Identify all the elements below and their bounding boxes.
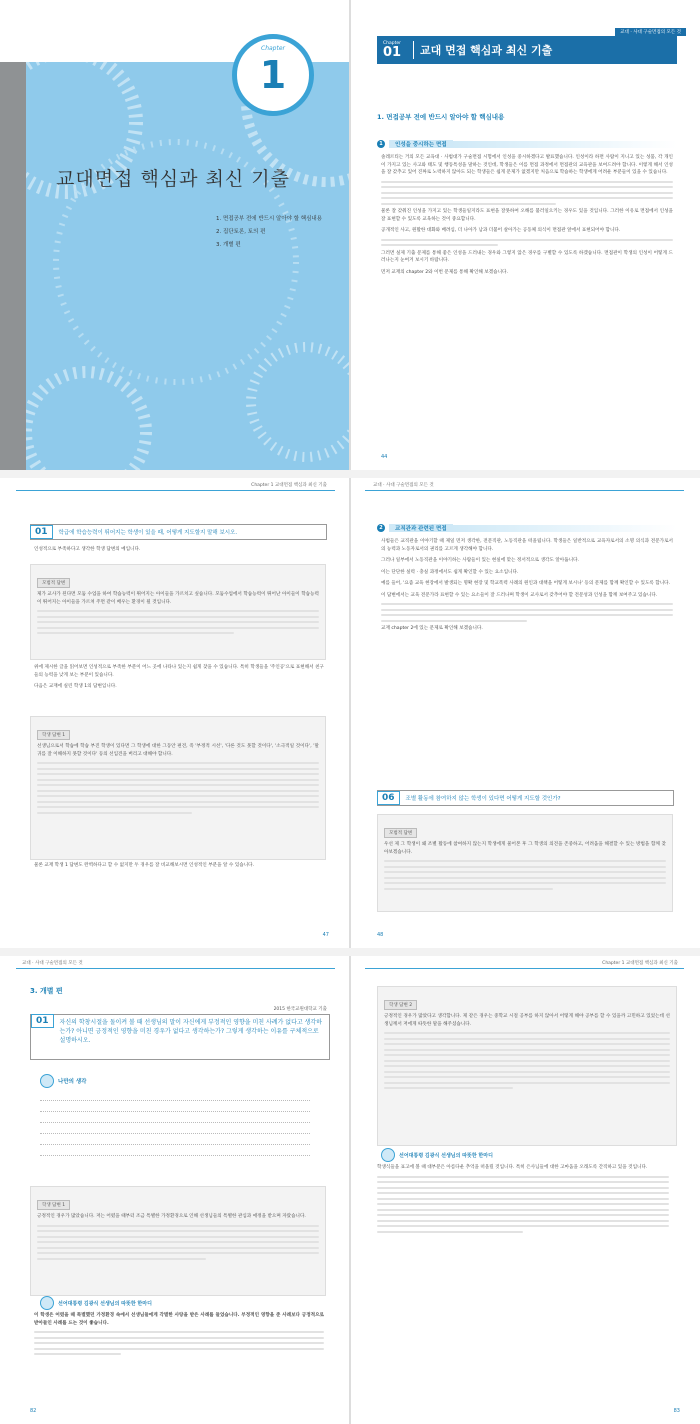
teacher-tip-heading	[40, 1296, 152, 1310]
question-text: 학급에 학습능력이 뛰어지는 학생이 있을 때, 어떻게 지도할지 말해 보시오.	[58, 530, 238, 536]
header-rule	[365, 490, 684, 491]
subsection-bar	[451, 141, 677, 148]
commentary	[34, 664, 324, 695]
chapter-header-num: 01	[382, 45, 402, 60]
question-box	[30, 1014, 330, 1060]
answer-tag: 학생 답변 1	[37, 1200, 70, 1210]
chapter-word: Chapter	[261, 45, 285, 52]
teacher-tip-label: 선어대통령 김광식 선생님의 따뜻한 한마디	[58, 1300, 152, 1307]
cover-toc	[216, 214, 322, 248]
running-head: 교대 · 사대 구술면접의 모든 것	[373, 483, 434, 488]
body-paragraph: 이는 단단한 실력 · 충실 과정에서도 쉽게 확인할 수 있는 요소입니다.	[381, 569, 519, 575]
body-paragraph: 그러나 일부에서 노동직관을 이야기하는 사람들이 있는 현실에 맞는 정서적으로 생각도 알아둡니다.	[381, 558, 580, 563]
page-number: 47	[322, 932, 329, 938]
question-number: 06	[377, 791, 400, 805]
running-head: Chapter 1 교대면접 핵심과 최신 기출	[602, 961, 678, 966]
answer-writing-lines	[40, 1090, 310, 1156]
chapter-cover-page	[0, 0, 349, 470]
chapter-header-badge	[377, 41, 407, 59]
answer-box	[30, 564, 326, 660]
body-paragraph: 교재 chapter 2에 있는 문제로 확인해 보겠습니다.	[381, 626, 483, 631]
tip-lines	[34, 1331, 324, 1355]
chapter-number: 1	[259, 53, 287, 97]
section-body	[381, 538, 673, 637]
answer-box	[30, 716, 326, 860]
running-head: 교대 · 사대 구술면접의 모든 것	[22, 961, 83, 966]
cover-side-tab	[0, 62, 26, 470]
header-rule	[16, 490, 335, 491]
chapter-header-bar	[377, 36, 677, 64]
body-paragraph: 예를 들어, '요즘 교육 현장에서 발생되는 명확 현장 및 학교폭력 사례의 원인과 대책을 어떻게 보시나' 등의 문제를 함께 확인할 수 있도록 합니다.	[381, 581, 671, 586]
answer-box	[377, 814, 673, 912]
body-paragraph: 사범들은 교직관을 이야기할 때 제일 먼저 생각한, 전문직관, 노동직관을 떠올립니다. 학생들은 일반적으로 교육자로서의 소명 의식과 전문가로서의 능력과 노동자로서의 권리를 고르게 생각해야 합니다.	[381, 539, 673, 552]
answer-tag: 모범적 답변	[37, 578, 70, 588]
answer-lines	[384, 860, 666, 890]
answer-lines	[384, 1032, 670, 1089]
body-paragraph: 공개적인 사고, 원활한 대화와 배려심, 더 나아가 남과 더불어 살아가는 공동체 의식이 면접관 앞에서 표현되어야 합니다.	[381, 228, 621, 233]
cover-swirl-decoration	[26, 62, 349, 470]
spread-questions	[0, 478, 700, 948]
my-thought-heading	[40, 1074, 86, 1088]
teacher-tip-text: 이 학생은 어렸을 때 특별했던 가정환경 속에서 선생님들에게 각별한 사랑을 받은 사례를 들었습니다. 부정적인 영향을 준 사례보다 긍정적으로 받아들인 사례를 드는 것이 좋습니다.	[34, 1313, 324, 1326]
answer-box	[30, 1186, 326, 1296]
answer-tag: 학생 답변 1	[37, 730, 70, 740]
section-body	[381, 154, 673, 280]
answer-text: 우선 제 그 학생이 왜 조별 활동에 참여하지 않는지 학생에게 물어본 후 그 학생의 의견을 존중하고, 어려움을 해결할 수 있는 방법을 함께 찾아보겠습니다.	[384, 842, 666, 855]
answer-text: 긍정적인 경우가 많았습니다. 저는 어렸을 때부터 조금 특별한 가정환경으로 인해 선생님들의 특별한 관심과 애정을 받으며 자랐습니다.	[37, 1214, 306, 1219]
subsection-title: 인성을 중시하는 면접	[389, 140, 453, 148]
answer-text: 선생님으로서 학습에 학습 부진 학생이 있다면 그 학생에 대한 그동안 편견, 즉 '부정적 시선', '다른 것도 못할 것이다', '소극적일 것이다', '말귀를 잘 이해하지 못할 것이다' 등의 선입견을 버리고 대해야 합니다.	[37, 744, 319, 757]
question-box	[377, 790, 674, 806]
question-box	[30, 524, 327, 540]
teacher-tip-text: 학생식들을 표고에 볼 때 대부분은 아름다운 추억을 떠올릴 것입니다. 특히 은사님들에 대한 고마움을 오래도록 간직하고 있을 것입니다.	[377, 1165, 648, 1170]
spread-individual	[0, 956, 700, 1424]
toc-item: 2. 집단토론, 토의 편	[216, 229, 266, 235]
body-paragraph: 이 답변에서는 교육 전문가라 표현할 수 있는 요소들이 잘 드러나며 학생이 교사로서 갖추어야 할 전문성과 인성을 함께 보여주고 있습니다.	[381, 592, 658, 598]
my-thought-label: 나만의 생각	[58, 1079, 87, 1085]
series-tag: 교대 · 사대 구술면접의 모든 것	[615, 28, 686, 36]
answer-tag: 학생 답변 2	[384, 1000, 417, 1010]
chapter-content-page	[351, 0, 700, 470]
body-paragraph: 물론 잘 갖춰진 인성을 가지고 있는 학생들일지라도 표현을 잘못하여 오해를 불러일으키는 경우도 있을 것입니다. 그러한 이유로 면접에서 인성을 잘 표현할 수 있도록 교육하는 것이 중요합니다.	[381, 209, 673, 222]
header-rule	[16, 968, 335, 969]
question-number: 01	[30, 525, 53, 539]
page-48	[351, 478, 700, 948]
page-83	[351, 956, 700, 1424]
body-text-lines	[381, 181, 673, 205]
spread-chapter-opener	[0, 0, 700, 470]
tip-lines	[377, 1176, 669, 1233]
page-number: 48	[377, 932, 384, 938]
question-source: 2015 한국교원대학교 기출	[273, 1007, 327, 1012]
teacher-tip-label: 선어대통령 김광식 선생님의 따뜻한 한마디	[399, 1152, 493, 1159]
header-divider	[413, 41, 414, 59]
subsection-title: 교직관과 관련된 면접	[389, 524, 453, 532]
answer-text: 제가 교사가 된다면 모둠 수업을 하여 학습능력이 뛰어지는 아이들을 가르치고 싶습니다. 모둠수업에서 학습능력이 뛰어난 아이들이 학습능력이 뛰어지는 아이들을 가르쳐 주면 같이 배우는 환경이 될 것입니다.	[37, 592, 319, 605]
page-number: 44	[381, 454, 388, 460]
closing-paragraph: 물론 교재 학생 1 답변도 완벽하다고 할 수 없지만 두 경우를 잘 비교해보시면 인성적인 부분을 알 수 있습니다.	[34, 863, 255, 868]
cover-title: 교대면접 핵심과 최신 기출	[56, 168, 291, 190]
question-text: 자신의 학창시절을 돌이켜 볼 때 선생님의 말이 자신에게 부정적인 영향을 미친 사례가 없다고 생각하는가? 아니면 긍정적인 영향을 미친 경우가 없다고 생각하는가? 그렇게 생각하는 이유를 구체적으로 설명하시오.	[59, 1019, 322, 1044]
subsection-heading	[377, 140, 677, 148]
teacher-tip-heading	[381, 1148, 493, 1162]
subsection-number: 1	[377, 140, 385, 148]
running-head: Chapter 1 교대면접 핵심과 최신 기출	[251, 483, 327, 488]
answer-box	[377, 986, 677, 1146]
question-intro: 인성적으로 부족하다고 생각한 학생 답변의 예입니다.	[34, 547, 141, 552]
body-text-lines	[381, 239, 673, 247]
page-47	[0, 478, 349, 948]
teacher-avatar-icon	[381, 1148, 395, 1162]
page-number: 82	[30, 1408, 37, 1414]
toc-item: 1. 면접공부 전에 반드시 알아야 할 핵심내용	[216, 216, 323, 222]
body-text-lines	[381, 603, 673, 622]
body-paragraph: 솔레르티는 거의 모든 교육대 · 사범대가 구술면접 시험에서 인성을 중시하겠다고 발표했습니다. 인성이라 하면 사람이 지니고 있는 성품, 각 개인이 가지고 있는 사고와 태도 및 행동특성을 말하는 것인데, 학생들은 이를 면접 과정에서 면접관의 교육관을 보여드려야 합니다. 이렇게 해서 인성을 잘 갖추고 있어 진짜로 노력하지 않아도 되는 학생들은 쉽게 문제가 없겠지만 처음으로 학습하는 학생에게 어려운 부분들이 있을 수 있습니다.	[381, 155, 673, 175]
commentary-paragraph: 위에 제시한 글을 읽어보면 인성적으로 부족한 부분이 어느 곳에 나타나 있는지 쉽게 찾을 수 있습니다. 특히 학생들을 '주인공'으로 표현해서 친구들의 능력을 낮게 보는 부분이 있습니다.	[34, 665, 324, 678]
question-text: 조별 활동에 참여하지 않는 학생이 있다면 어떻게 지도할 것인가?	[405, 796, 561, 802]
avatar-icon	[40, 1074, 54, 1088]
chapter-badge	[232, 34, 314, 116]
section-title: 3. 개별 편	[30, 987, 63, 995]
subsection-bar	[451, 525, 677, 532]
chapter-header-title: 교대 면접 핵심과 최신 기출	[420, 44, 553, 57]
commentary-paragraph: 다음은 교재에 실린 학생 1의 답변입니다.	[34, 684, 117, 689]
question-number: 01	[31, 1014, 54, 1028]
answer-tag: 모범적 답변	[384, 828, 417, 838]
header-rule	[365, 968, 684, 969]
teacher-avatar-icon	[40, 1296, 54, 1310]
teacher-tip-body	[34, 1312, 324, 1359]
toc-item: 3. 개별 편	[216, 242, 241, 248]
answer-lines	[37, 610, 319, 634]
teacher-tip-body	[377, 1164, 669, 1236]
subsection-number: 2	[377, 524, 385, 532]
answer-lines	[37, 1225, 319, 1260]
chapter-header-small: Chapter	[383, 41, 401, 46]
answer-text: 긍정적인 경우가 많았다고 생각합니다. 제 같은 경우는 중학교 시절 공부를 하지 않아서 어떻게 해야 공부를 할 수 있을까 고민하고 있었는데 선생님께서 저에게 따뜻한 말을 해주셨습니다.	[384, 1014, 670, 1027]
body-paragraph: 그러면 실제 기출 문제를 통해 좋은 인성을 드러내는 경우와 그렇지 않은 경우를 구별할 수 있도록 하겠습니다. 면접관이 학생의 인성이 어떻게 드러나는지 눈여겨 보시기 바랍니다.	[381, 250, 673, 263]
body-paragraph: 먼저 교재의 chapter 2와 이번 문제를 통해 확인해 보겠습니다.	[381, 269, 508, 275]
subsection-heading	[377, 524, 677, 532]
cover-background	[26, 62, 349, 470]
page-82	[0, 956, 349, 1424]
section-title: 1. 면접공부 전에 반드시 알아야 할 핵심내용	[377, 113, 505, 121]
answer-lines	[37, 762, 319, 814]
page-number: 83	[673, 1408, 680, 1414]
